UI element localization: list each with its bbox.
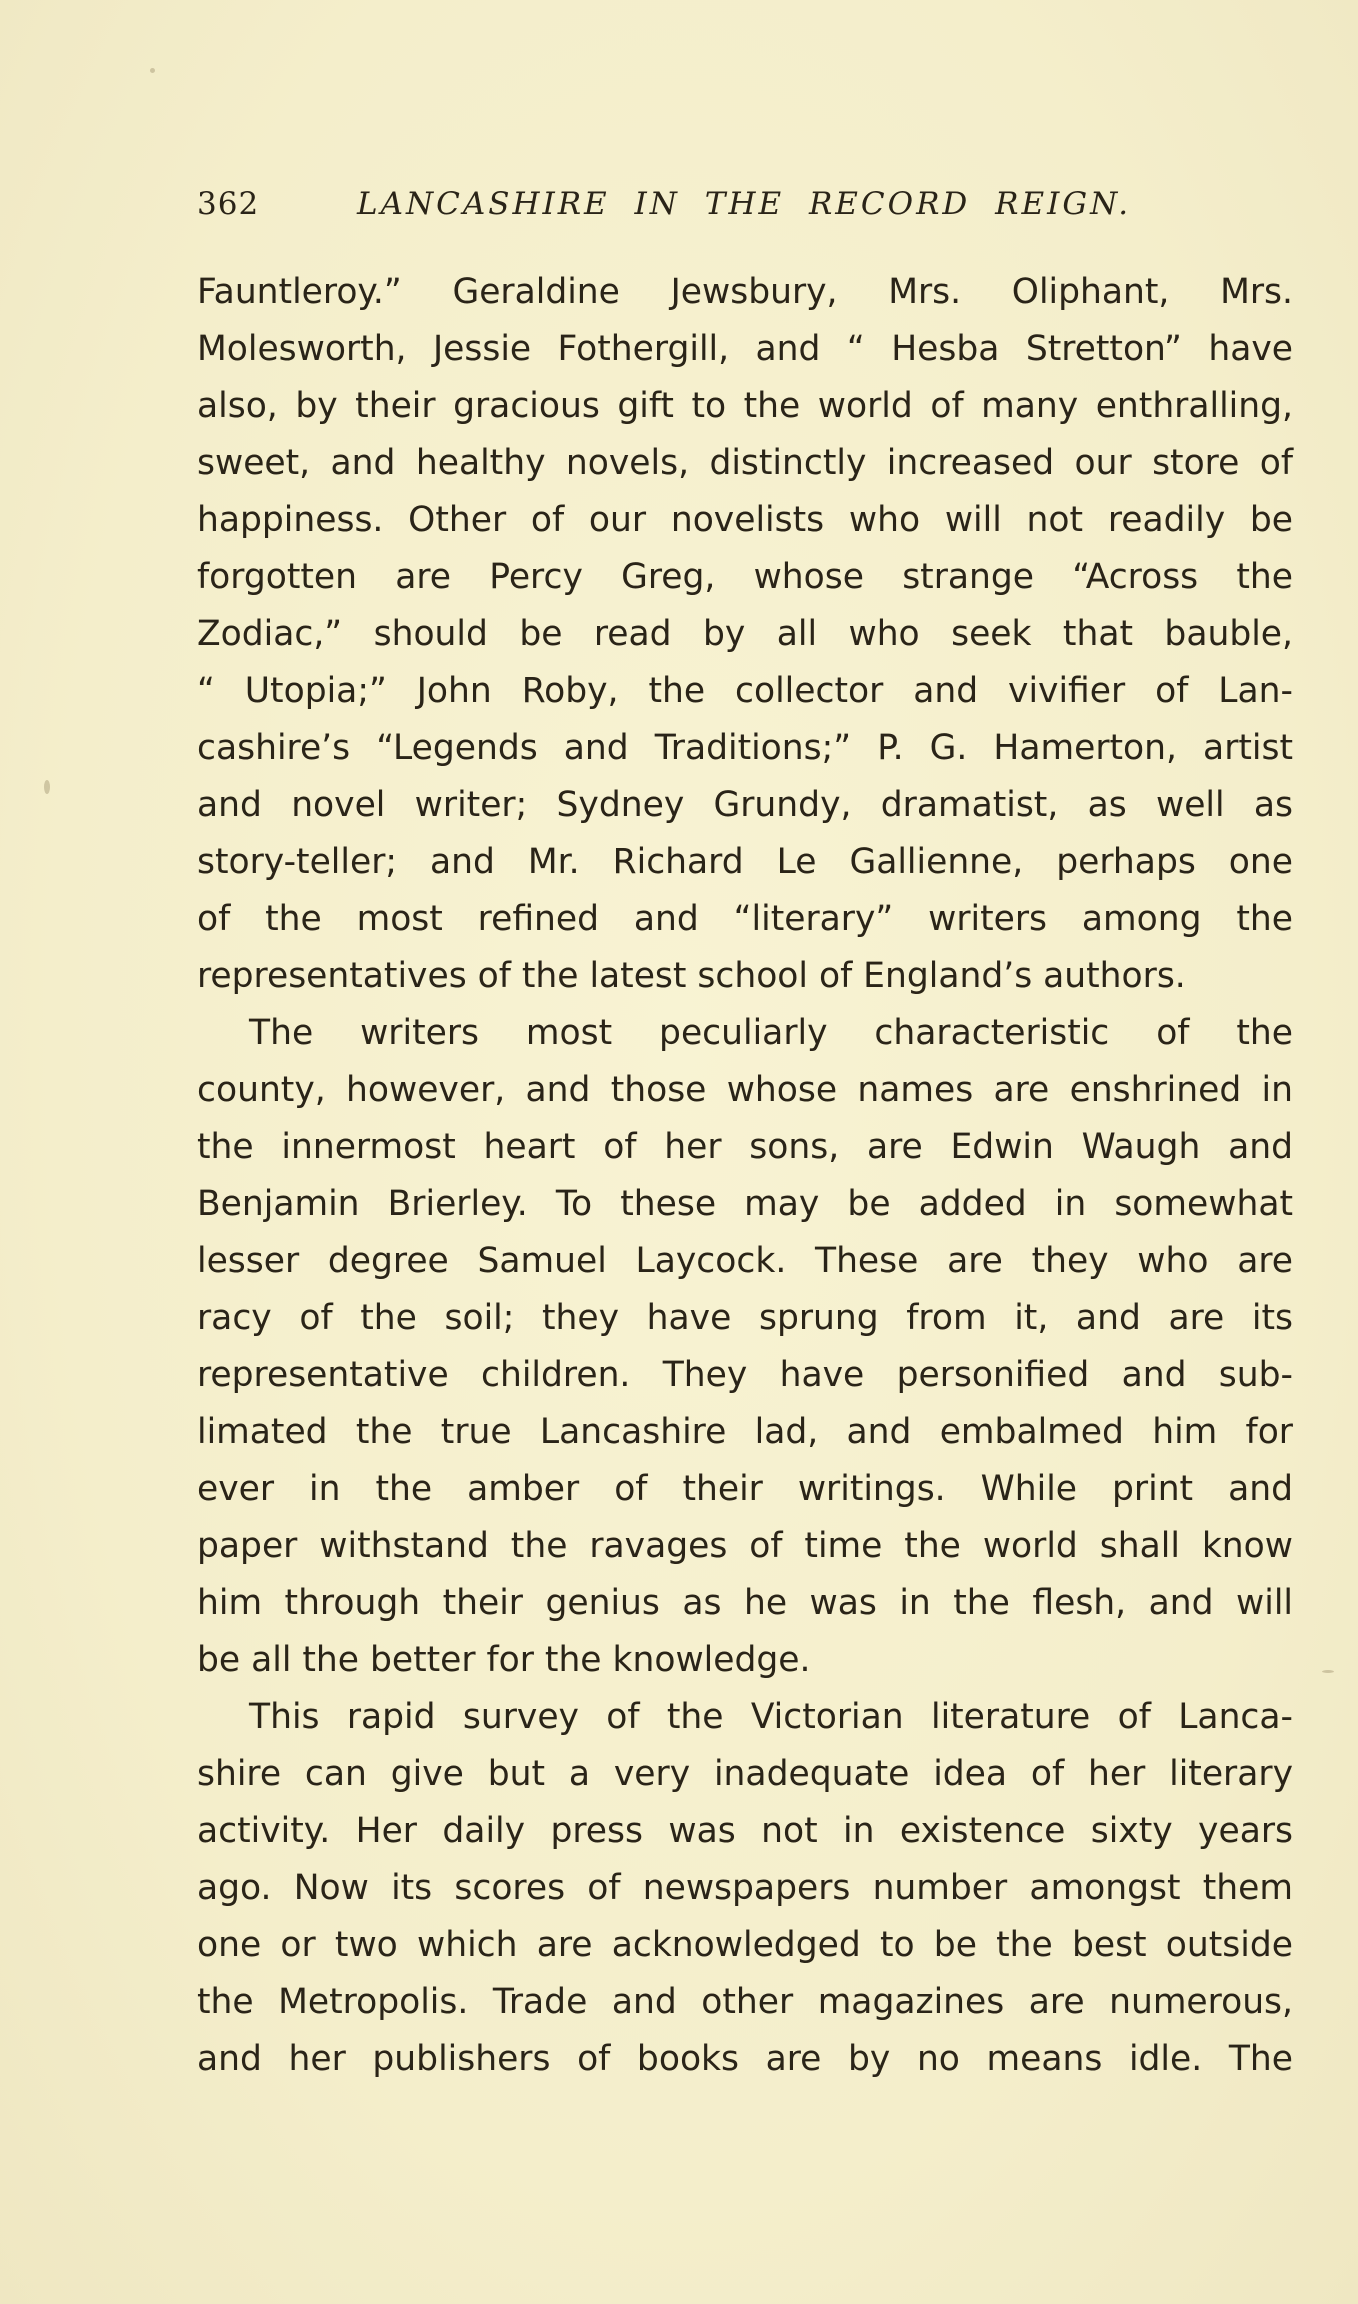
text-line: one or two which are acknowledged to be the best outside	[197, 1925, 1293, 1965]
text-line: Fauntleroy.” Geraldine Jewsbury, Mrs. Oliphant, Mrs.	[197, 272, 1293, 312]
text-line: sweet, and healthy novels, distinctly increased our store of	[197, 443, 1293, 483]
text-line: and her publishers of books are by no means idle. The	[197, 2039, 1293, 2079]
text-line: ever in the amber of their writings. While print and	[197, 1469, 1293, 1509]
paragraph	[197, 264, 1293, 1005]
text-line: representatives of the latest school of England’s authors.	[197, 956, 1186, 996]
text-line: This rapid survey of the Victorian literature of Lanca-	[249, 1697, 1293, 1737]
text-line: the Metropolis. Trade and other magazines are numerous,	[197, 1982, 1293, 2022]
paper-speck	[1322, 1670, 1334, 1673]
text-line: ago. Now its scores of newspapers number amongst them	[197, 1868, 1293, 1908]
text-line: limated the true Lancashire lad, and embalmed him for	[197, 1412, 1293, 1452]
text-line: story-teller; and Mr. Richard Le Gallienne, perhaps one	[197, 842, 1293, 882]
page-number: 362	[197, 186, 260, 222]
text-line: The writers most peculiarly characteristic of the	[249, 1013, 1293, 1053]
text-line: activity. Her daily press was not in existence sixty years	[197, 1811, 1293, 1851]
text-line: be all the better for the knowledge.	[197, 1640, 811, 1680]
text-line: Zodiac,” should be read by all who seek that bauble,	[197, 614, 1293, 654]
text-line: him through their genius as he was in the flesh, and will	[197, 1583, 1293, 1623]
text-line: racy of the soil; they have sprung from it, and are its	[197, 1298, 1293, 1338]
text-line: Benjamin Brierley. To these may be added in somewhat	[197, 1184, 1293, 1224]
text-line: county, however, and those whose names are enshrined in	[197, 1070, 1293, 1110]
text-line: representative children. They have personified and sub-	[197, 1355, 1293, 1395]
text-line: of the most refined and “literary” writers among the	[197, 899, 1293, 939]
text-line: shire can give but a very inadequate idea of her literary	[197, 1754, 1293, 1794]
text-line: “ Utopia;” John Roby, the collector and vivifier of Lan-	[197, 671, 1293, 711]
text-line: cashire’s “Legends and Traditions;” P. G. Hamerton, artist	[197, 728, 1293, 768]
paper-speck	[44, 780, 50, 794]
paragraph	[197, 1689, 1293, 2088]
text-line: also, by their gracious gift to the world of many enthralling,	[197, 386, 1293, 426]
paper-speck	[150, 68, 155, 73]
paragraph	[197, 1005, 1293, 1689]
text-line: happiness. Other of our novelists who will not readily be	[197, 500, 1293, 540]
text-line: and novel writer; Sydney Grundy, dramatist, as well as	[197, 785, 1293, 825]
text-line: paper withstand the ravages of time the world shall know	[197, 1526, 1293, 1566]
running-title: LANCASHIRE IN THE RECORD REIGN.	[357, 186, 1132, 222]
running-head	[197, 186, 1177, 230]
text-line: the innermost heart of her sons, are Edwin Waugh and	[197, 1127, 1293, 1167]
text-line: Molesworth, Jessie Fothergill, and “ Hesba Stretton” have	[197, 329, 1293, 369]
text-line: lesser degree Samuel Laycock. These are they who are	[197, 1241, 1293, 1281]
text-line: forgotten are Percy Greg, whose strange “Across the	[197, 557, 1293, 597]
body-text	[197, 264, 1293, 2088]
